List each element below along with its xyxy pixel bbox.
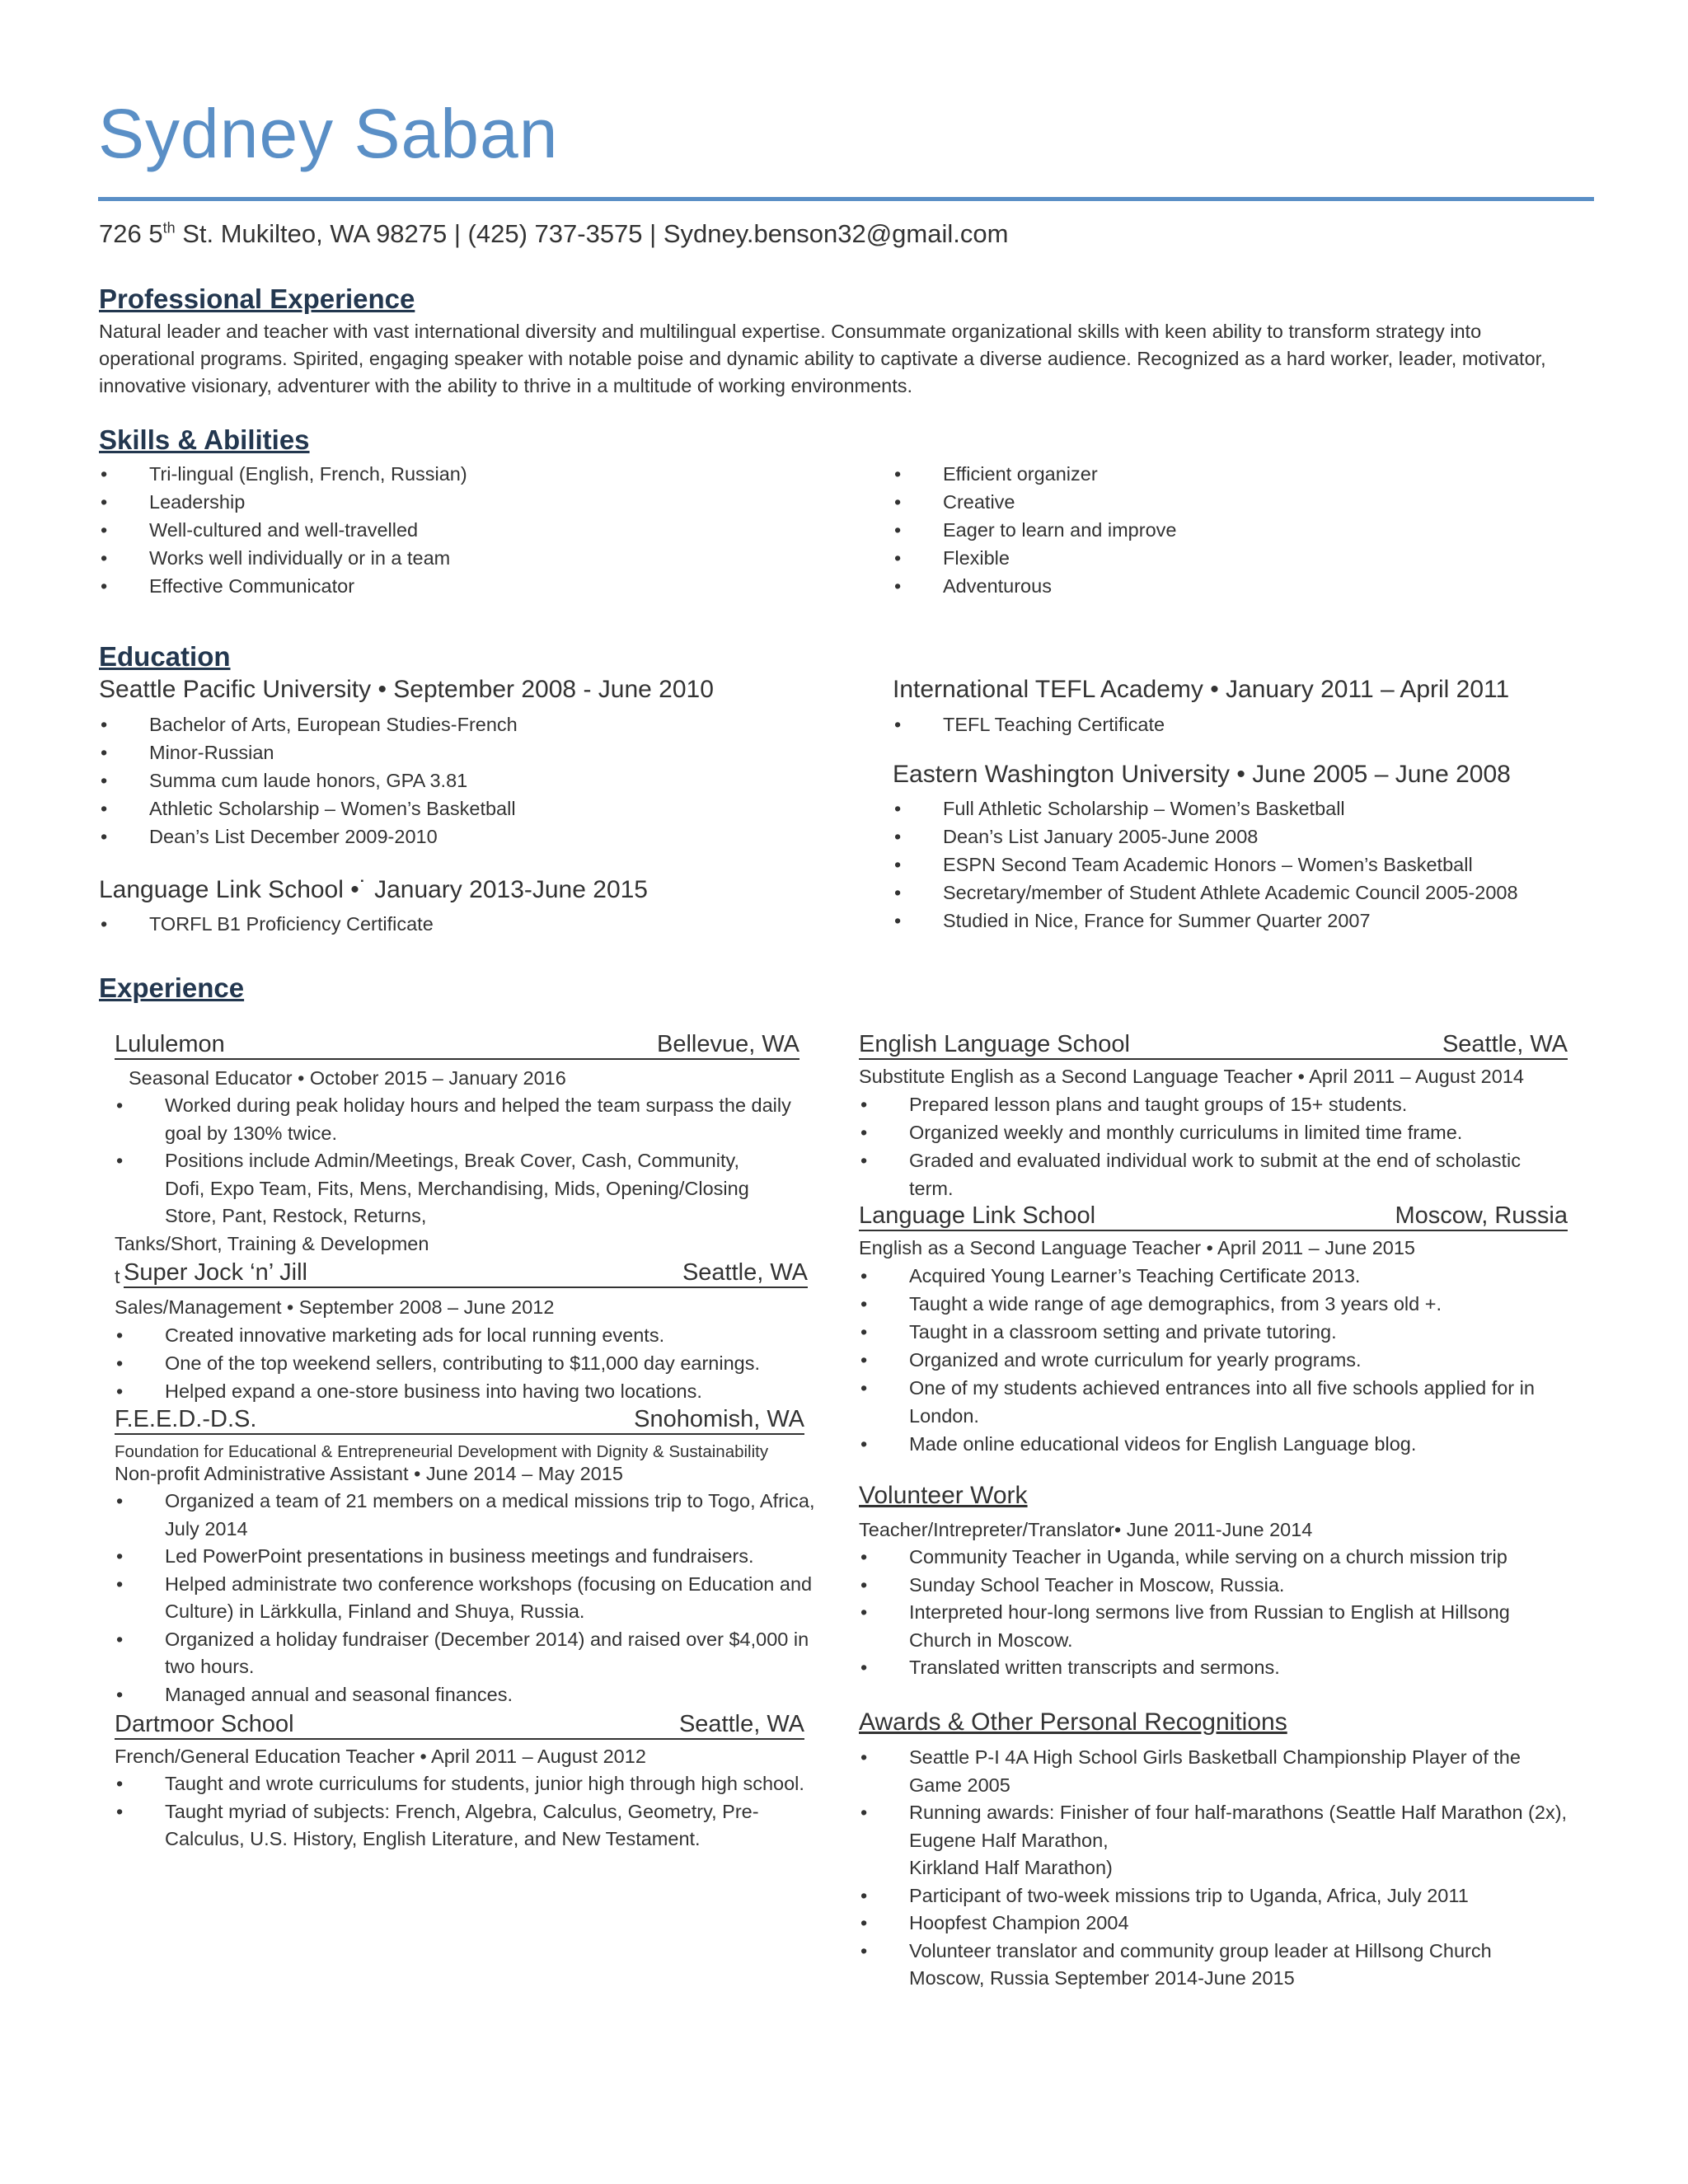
- list-item: • Helped expand a one-store business into having two locations.: [115, 1377, 840, 1405]
- list-item: • Organized a holiday fundraiser (December 2014) and raised over $4,000 in two hours.: [115, 1626, 840, 1681]
- experience-heading: Experience: [99, 972, 245, 1003]
- job-dartmoor-header: [115, 1710, 804, 1740]
- skills-right-list: [893, 460, 1593, 600]
- list-item: • Helped administrate two conference workshops (focusing on Education and Culture) in Lärkkulla, Finland and Shuya, Russia.: [115, 1571, 840, 1626]
- list-item: • Taught and wrote curriculums for students, junior high through high school.: [115, 1770, 840, 1798]
- list-item: • Acquired Young Learner’s Teaching Certificate 2013.: [859, 1262, 1584, 1290]
- education-heading: Education: [99, 641, 231, 672]
- list-item: • Community Teacher in Uganda, while serving on a church mission trip: [859, 1544, 1584, 1572]
- job-location: Snohomish, WA: [634, 1406, 804, 1432]
- list-item: • Participant of two-week missions trip to Uganda, Africa, July 2011: [859, 1882, 1584, 1910]
- list-item: • Created innovative marketing ads for local running events.: [115, 1321, 840, 1349]
- job-title: Language Link School: [859, 1202, 1096, 1229]
- list-item: • Positions include Admin/Meetings, Break Cover, Cash, Community, Dofi, Expo Team, Fits, Mens, Merchandising, Mids, Opening/Closing Store, Pant, Restock, Returns,: [115, 1147, 832, 1230]
- awards-list: [859, 1744, 1584, 1993]
- list-item: • Leadership: [99, 488, 841, 516]
- list-item: • TEFL Teaching Certificate: [893, 710, 1601, 738]
- job-title: Super Jock ‘n’ Jill: [124, 1259, 307, 1286]
- edu-lls-title: Language Link School •˙ January 2013-June 2015: [99, 876, 648, 903]
- volunteer-list: [859, 1544, 1584, 1682]
- job-superjock-list: [115, 1321, 840, 1405]
- list-item: • Volunteer translator and community group leader at Hillsong Church Moscow, Russia September 2014-June 2015: [859, 1938, 1584, 1993]
- list-item: • Dean’s List January 2005-June 2008: [893, 823, 1601, 851]
- list-item: • Graded and evaluated individual work to submit at the end of scholastic term.: [859, 1146, 1584, 1202]
- professional-summary: Natural leader and teacher with vast international diversity and multilingual expertise. Consummate organizational skills with keen ability to transform strategy into operational programs. Spirited, engaging speaker with notable poise and dynamic ability to captivate a diverse audience. Recognized as a hard worker, leader, motivator, innovative visionary, adventurer with the ability to thrive in a multitude of working environments.: [99, 321, 1546, 396]
- job-location: Seattle, WA: [682, 1259, 808, 1286]
- job-superjock-prefix: t: [115, 1266, 120, 1287]
- professional-heading: Professional Experience: [99, 284, 415, 314]
- list-item: • Effective Communicator: [99, 572, 841, 600]
- job-lls-meta: English as a Second Language Teacher • April 2011 – June 2015: [859, 1237, 1416, 1258]
- volunteer-heading: Volunteer Work: [859, 1482, 1028, 1509]
- list-item: • Creative: [893, 488, 1593, 516]
- list-item: • Translated written transcripts and sermons.: [859, 1654, 1584, 1682]
- list-item: • One of my students achieved entrances into all five schools applied for in London.: [859, 1374, 1584, 1430]
- job-location: Seattle, WA: [678, 1711, 804, 1737]
- list-item: • TORFL B1 Proficiency Certificate: [99, 910, 841, 938]
- list-item: • ESPN Second Team Academic Honors – Women’s Basketball: [893, 851, 1601, 879]
- job-els-meta: Substitute English as a Second Language Teacher • April 2011 – August 2014: [859, 1066, 1524, 1087]
- job-feeds-header: [115, 1405, 804, 1435]
- list-item: • Eager to learn and improve: [893, 516, 1593, 544]
- list-item: • Worked during peak holiday hours and helped the team surpass the daily goal by 130% twice.: [115, 1092, 832, 1147]
- contact-ordinal: th: [162, 219, 176, 237]
- job-lls-list: [859, 1262, 1584, 1458]
- job-lululemon-list: [115, 1092, 832, 1230]
- list-item: [859, 1799, 1584, 1882]
- job-dartmoor-list: [115, 1770, 840, 1854]
- resume-name: Sydney Saban: [98, 95, 559, 172]
- list-item: • Managed annual and seasonal finances.: [115, 1681, 840, 1709]
- list-item: • Sunday School Teacher in Moscow, Russia.: [859, 1572, 1584, 1600]
- list-item: • Organized weekly and monthly curriculums in limited time frame.: [859, 1118, 1584, 1146]
- edu-ewu-list: [893, 794, 1601, 935]
- list-item: • Prepared lesson plans and taught groups of 15+ students.: [859, 1090, 1584, 1118]
- list-item: • Organized and wrote curriculum for yearly programs.: [859, 1346, 1584, 1374]
- list-item: • Full Athletic Scholarship – Women’s Basketball: [893, 794, 1601, 823]
- list-item: • Taught in a classroom setting and private tutoring.: [859, 1318, 1584, 1346]
- job-feeds-subtitle: Foundation for Educational & Entrepreneurial Development with Dignity & Sustainability: [115, 1442, 769, 1461]
- list-item: • Made online educational videos for English Language blog.: [859, 1430, 1584, 1458]
- edu-tefl-title: International TEFL Academy • January 2011 – April 2011: [893, 676, 1510, 703]
- list-item: • Secretary/member of Student Athlete Academic Council 2005-2008: [893, 879, 1601, 907]
- list-item: • Organized a team of 21 members on a medical missions trip to Togo, Africa, July 2014: [115, 1488, 840, 1543]
- list-item: • Adventurous: [893, 572, 1593, 600]
- list-item: • Minor-Russian: [99, 738, 841, 766]
- job-location: Moscow, Russia: [1395, 1202, 1568, 1229]
- edu-spu-title: Seattle Pacific University • September 2008 - June 2010: [99, 676, 714, 703]
- job-title: Dartmoor School: [115, 1711, 294, 1737]
- job-lululemon-header: [115, 1030, 799, 1060]
- job-lululemon-meta: Seasonal Educator • October 2015 – January 2016: [129, 1067, 566, 1089]
- list-item: • Works well individually or in a team: [99, 544, 841, 572]
- list-item: • Taught a wide range of age demographics, from 3 years old +.: [859, 1290, 1584, 1318]
- job-lls-header: [859, 1202, 1568, 1231]
- header-rule: [98, 197, 1594, 201]
- list-item: • Studied in Nice, France for Summer Quarter 2007: [893, 907, 1601, 935]
- list-item: • Summa cum laude honors, GPA 3.81: [99, 766, 841, 794]
- job-dartmoor-meta: French/General Education Teacher • April 2011 – August 2012: [115, 1746, 646, 1767]
- edu-tefl-list: [893, 710, 1601, 738]
- contact-address-start: 726 5: [99, 219, 163, 248]
- job-els-header: [859, 1030, 1568, 1060]
- job-superjock-header: [124, 1258, 808, 1288]
- list-item: • Led PowerPoint presentations in business meetings and fundraisers.: [115, 1543, 840, 1571]
- job-superjock-meta: Sales/Management • September 2008 – June 2012: [115, 1296, 555, 1318]
- contact-line: [99, 219, 1008, 249]
- volunteer-meta: Teacher/Intrepreter/Translator• June 2011-June 2014: [859, 1519, 1313, 1540]
- job-feeds-list: [115, 1488, 840, 1708]
- job-els-list: [859, 1090, 1584, 1202]
- awards-heading: Awards & Other Personal Recognitions: [859, 1708, 1287, 1736]
- edu-ewu-title: Eastern Washington University • June 2005 – June 2008: [893, 761, 1511, 788]
- list-item: • Efficient organizer: [893, 460, 1593, 488]
- job-title: F.E.E.D.-D.S.: [115, 1406, 257, 1432]
- job-lululemon-overflow: Tanks/Short, Training & Developmen: [115, 1233, 429, 1254]
- list-item: • Tri-lingual (English, French, Russian): [99, 460, 841, 488]
- list-item: • Hoopfest Champion 2004: [859, 1910, 1584, 1938]
- award-text: Running awards: Finisher of four half-marathons (Seattle Half Marathon (2x), Eugene Half Marathon,: [909, 1802, 1568, 1851]
- contact-details: St. Mukilteo, WA 98275 | (425) 737-3575 | Sydney.benson32@gmail.com: [175, 219, 1009, 248]
- list-item: • Flexible: [893, 544, 1593, 572]
- job-location: Bellevue, WA: [657, 1031, 799, 1057]
- list-item: • Bachelor of Arts, European Studies-French: [99, 710, 841, 738]
- edu-spu-list: [99, 710, 841, 851]
- list-item: • One of the top weekend sellers, contributing to $11,000 day earnings.: [115, 1349, 840, 1377]
- list-item: • Taught myriad of subjects: French, Algebra, Calculus, Geometry, Pre-Calculus, U.S. History, English Literature, and New Testament.: [115, 1798, 840, 1854]
- list-item: • Athletic Scholarship – Women’s Basketball: [99, 794, 841, 823]
- skills-left-list: [99, 460, 841, 600]
- list-item: • Interpreted hour-long sermons live from Russian to English at Hillsong Church in Moscow.: [859, 1599, 1584, 1654]
- edu-lls-list: [99, 910, 841, 938]
- job-feeds-meta: Non-profit Administrative Assistant • June 2014 – May 2015: [115, 1463, 623, 1484]
- skills-heading: Skills & Abilities: [99, 424, 310, 455]
- job-title: Lululemon: [115, 1031, 225, 1057]
- job-location: Seattle, WA: [1442, 1031, 1568, 1057]
- list-item: • Well-cultured and well-travelled: [99, 516, 841, 544]
- award-continuation: Kirkland Half Marathon): [909, 1857, 1113, 1878]
- job-title: English Language School: [859, 1031, 1130, 1057]
- list-item: • Dean’s List December 2009-2010: [99, 823, 841, 851]
- list-item: • Seattle P-I 4A High School Girls Basketball Championship Player of the Game 2005: [859, 1744, 1584, 1799]
